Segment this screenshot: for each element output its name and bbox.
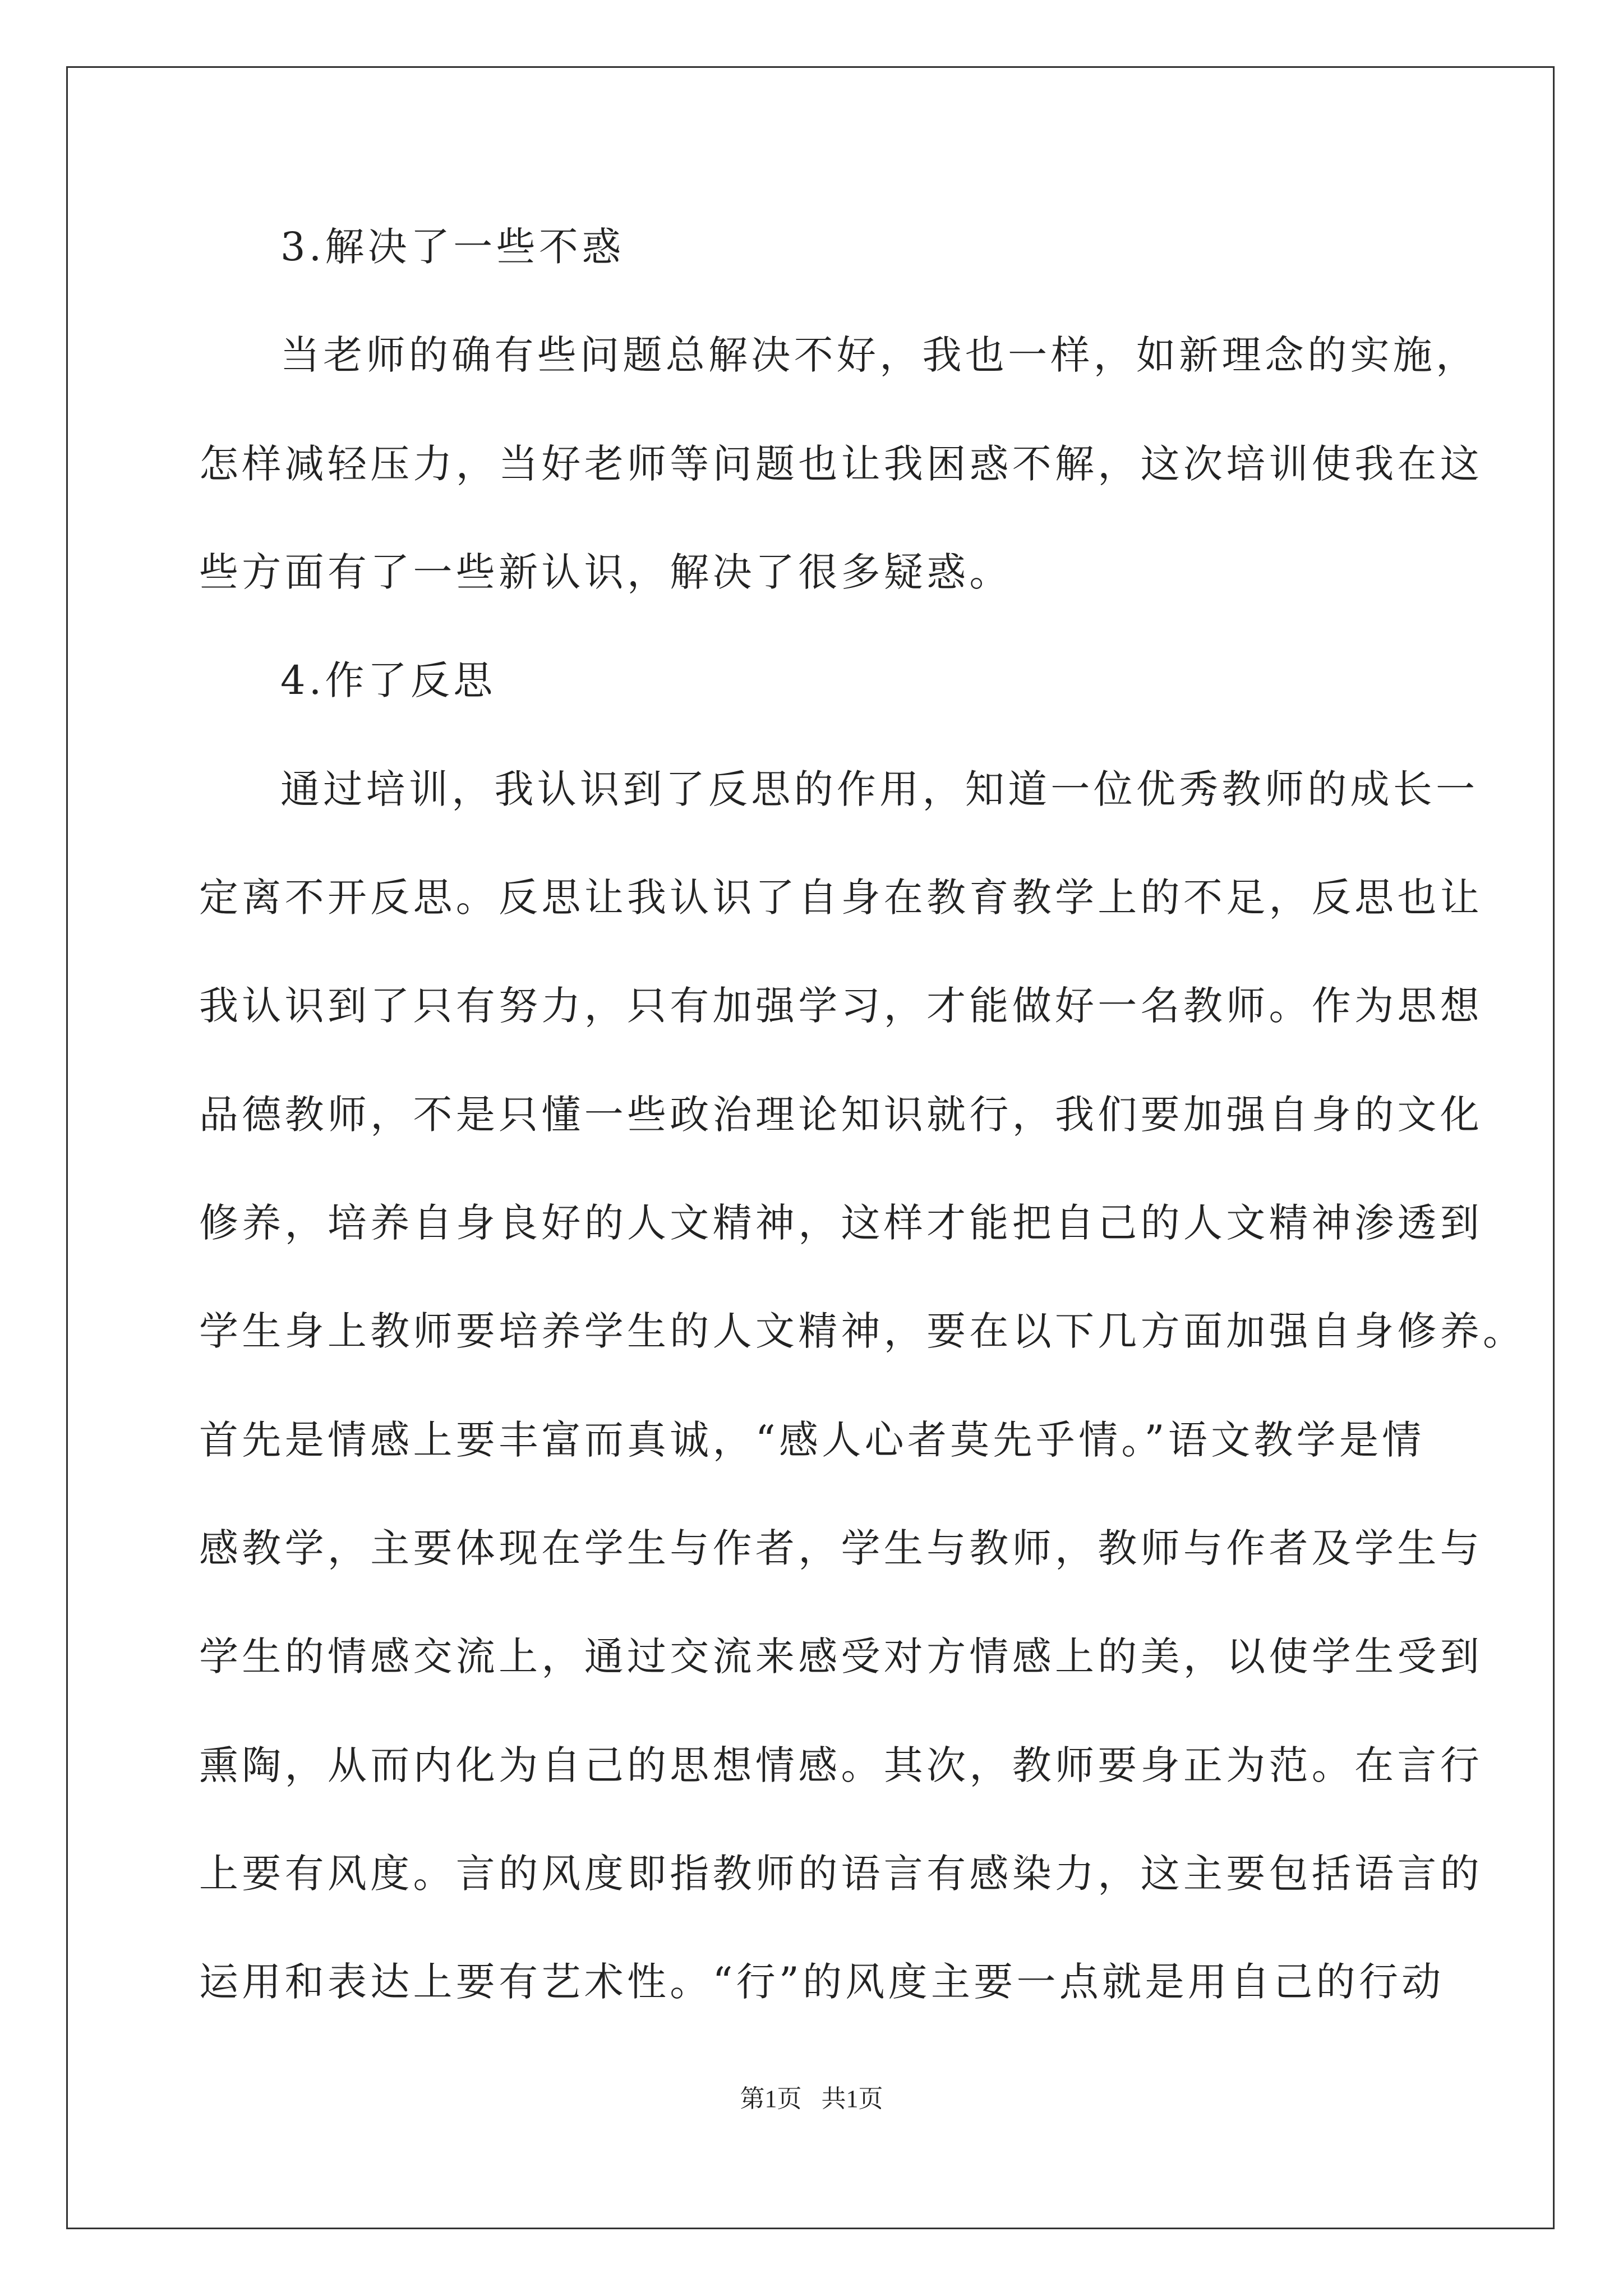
page-total: 共1页: [821, 2085, 883, 2113]
page-border: [66, 66, 1555, 2229]
paragraph-line: 怎样减轻压力，当好老师等问题也让我困惑不解，这次培训使我在这: [199, 441, 1483, 487]
paragraph-line: 首先是情感上要丰富而真诚，“感人心者莫先乎情。”语文教学是情: [199, 1417, 1425, 1463]
paragraph-line: 当老师的确有些问题总解决不好，我也一样，如新理念的实施，: [280, 332, 1479, 378]
paragraph-line: 运用和表达上要有艺术性。“行”的风度主要一点就是用自己的行动: [199, 1959, 1445, 2005]
paragraph-line: 学生的情感交流上，通过交流来感受对方情感上的美，以使学生受到: [199, 1634, 1483, 1680]
paragraph-line: 学生身上教师要培养学生的人文精神，要在以下几方面加强自身修养。: [199, 1308, 1526, 1354]
paragraph-line: 我认识到了只有努力，只有加强学习，才能做好一名教师。作为思想: [199, 983, 1483, 1029]
paragraph-line: 品德教师，不是只懂一些政治理论知识就行，我们要加强自身的文化: [199, 1092, 1483, 1138]
paragraph-line: 修养，培养自身良好的人文精神，这样才能把自己的人文精神渗透到: [199, 1200, 1483, 1246]
paragraph-line: 感教学，主要体现在学生与作者，学生与教师，教师与作者及学生与: [199, 1525, 1483, 1571]
paragraph-line: 定离不开反思。反思让我认识了自身在教育教学上的不足，反思也让: [199, 875, 1483, 921]
page-number: 第1页: [740, 2085, 802, 2113]
paragraph-line: 通过培训，我认识到了反思的作用，知道一位优秀教师的成长一: [280, 766, 1479, 812]
page-footer: [0, 2082, 1623, 2116]
section-heading-3: 3.解决了一些不惑: [280, 224, 625, 270]
paragraph-line: 熏陶，从而内化为自己的思想情感。其次，教师要身正为范。在言行: [199, 1742, 1483, 1788]
section-heading-4: 4.作了反思: [280, 657, 496, 703]
paragraph-line: 些方面有了一些新认识，解决了很多疑惑。: [199, 549, 1012, 595]
paragraph-line: 上要有风度。言的风度即指教师的语言有感染力，这主要包括语言的: [199, 1851, 1483, 1897]
